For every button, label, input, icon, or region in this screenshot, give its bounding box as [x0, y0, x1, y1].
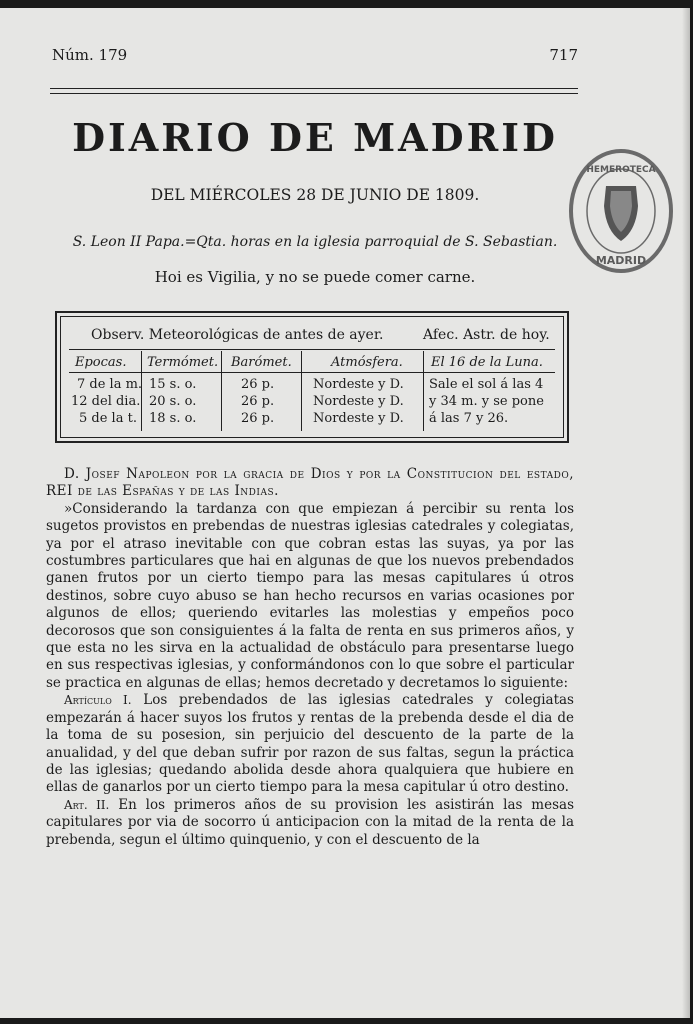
- row-atmosfera: Nordeste y D.: [313, 377, 404, 392]
- col-divider: [423, 351, 424, 431]
- meteo-table: [55, 311, 569, 443]
- row-barometro: 26 p.: [241, 411, 275, 426]
- hemeroteca-stamp-icon: [566, 146, 676, 276]
- col-atmosfera: Atmósfera.: [331, 355, 403, 370]
- top-rule-inner: [50, 93, 578, 94]
- astro-line: á las 7 y 26.: [429, 411, 509, 426]
- col-luna: El 16 de la Luna.: [431, 355, 543, 370]
- astro-line: Sale el sol á las 4: [429, 377, 544, 392]
- row-epoca: 7 de la m.: [77, 377, 143, 392]
- astro-line: y 34 m. y se pone: [429, 394, 544, 409]
- col-termometro: Termómet.: [147, 355, 219, 370]
- row-barometro: 26 p.: [241, 377, 275, 392]
- row-barometro: 26 p.: [241, 394, 275, 409]
- col-epocas: Epocas.: [75, 355, 127, 370]
- decree-heading: D. Josef Napoleon por la gracia de Dios y por la Constitucion del estado, REI de las Españas y de las Indias.: [46, 466, 574, 500]
- newspaper-page: [0, 8, 690, 1018]
- row-termometro: 20 s. o.: [149, 394, 197, 409]
- article-1: [46, 692, 574, 796]
- col-divider: [301, 351, 302, 431]
- svg-text:HEMEROTECA: HEMEROTECA: [586, 165, 656, 175]
- meteo-header-rule: [69, 349, 555, 350]
- issue-number: Núm. 179: [52, 46, 128, 64]
- row-epoca: 12 del dia.: [71, 394, 141, 409]
- row-atmosfera: Nordeste y D.: [313, 411, 404, 426]
- svg-text:MADRID: MADRID: [595, 254, 647, 267]
- saints-of-day: S. Leon II Papa.=Qta. horas en la iglesia parroquial de S. Sebastian.: [72, 234, 558, 250]
- decree-body: [46, 466, 574, 849]
- article-2-text: En los primeros años de su provision les asistirán las mesas capitulares por via de socorro ú anticipacion con la mitad de la renta de la prebenda, segun el último quinquenio, y con el descuento de la: [46, 796, 575, 848]
- meteo-title-right: Afec. Astr. de hoy.: [423, 327, 550, 343]
- article-1-label: Artículo I.: [64, 693, 132, 708]
- article-1-text: Los prebendados de las iglesias catedrales y colegiatas empezarán á hacer suyos los frutos y rentas de la prebenda desde el dia de la toma de su posesion, sin perjuicio del descuento de la parte de la anualidad, y del que deban sufrir por razon de sus faltas, segun la práctica de las iglesias; quedando abolida desde ahora qualquiera que hubiere en ellas de ganarlos por un cierto tiempo para la mesa capitular ú otro destino.: [46, 692, 574, 796]
- top-rule: [50, 88, 578, 89]
- meteo-title-left: Observ. Meteorológicas de antes de ayer.: [91, 327, 384, 343]
- col-barometro: Barómet.: [231, 355, 292, 370]
- article-2-label: Art. II.: [64, 797, 110, 812]
- row-termometro: 15 s. o.: [149, 377, 197, 392]
- vigil-notice: Hoi es Vigilia, y no se puede comer carne.: [154, 268, 476, 286]
- dateline: DEL MIÉRCOLES 28 DE JUNIO DE 1809.: [150, 186, 480, 204]
- masthead-title: DIARIO DE MADRID: [72, 115, 558, 160]
- row-termometro: 18 s. o.: [149, 411, 197, 426]
- row-epoca: 5 de la t.: [79, 411, 137, 426]
- row-atmosfera: Nordeste y D.: [313, 394, 404, 409]
- page-number: 717: [549, 46, 578, 64]
- article-2: [46, 797, 574, 849]
- col-divider: [221, 351, 222, 431]
- decree-preamble: »Considerando la tardanza con que empiezan á percibir su renta los sugetos provistos en prebendas de nuestras iglesias catedrales y colegiatas, ya por el atraso inevitable con que cobran estas las suyas, ya por las costumbres particulares que hai en algunas de que los nuevos prebendados ganen frutos por un cierto tiempo para las mesas capitulares ú otros destinos, sobre cuyo abuso se han hecho recursos en varias ocasiones por algunos de ellos; queriendo evitarles las molestias y empeños poco decorosos que son consiguientes á la falta de renta en sus primeros años, y que esta no les sirva en la actualidad de obstáculo para presentarse luego en sus respectivas iglesias, y conformándonos con lo que sobre el particular se practica en algunas de ellas; hemos decretado y decretamos lo siguiente:: [46, 500, 574, 691]
